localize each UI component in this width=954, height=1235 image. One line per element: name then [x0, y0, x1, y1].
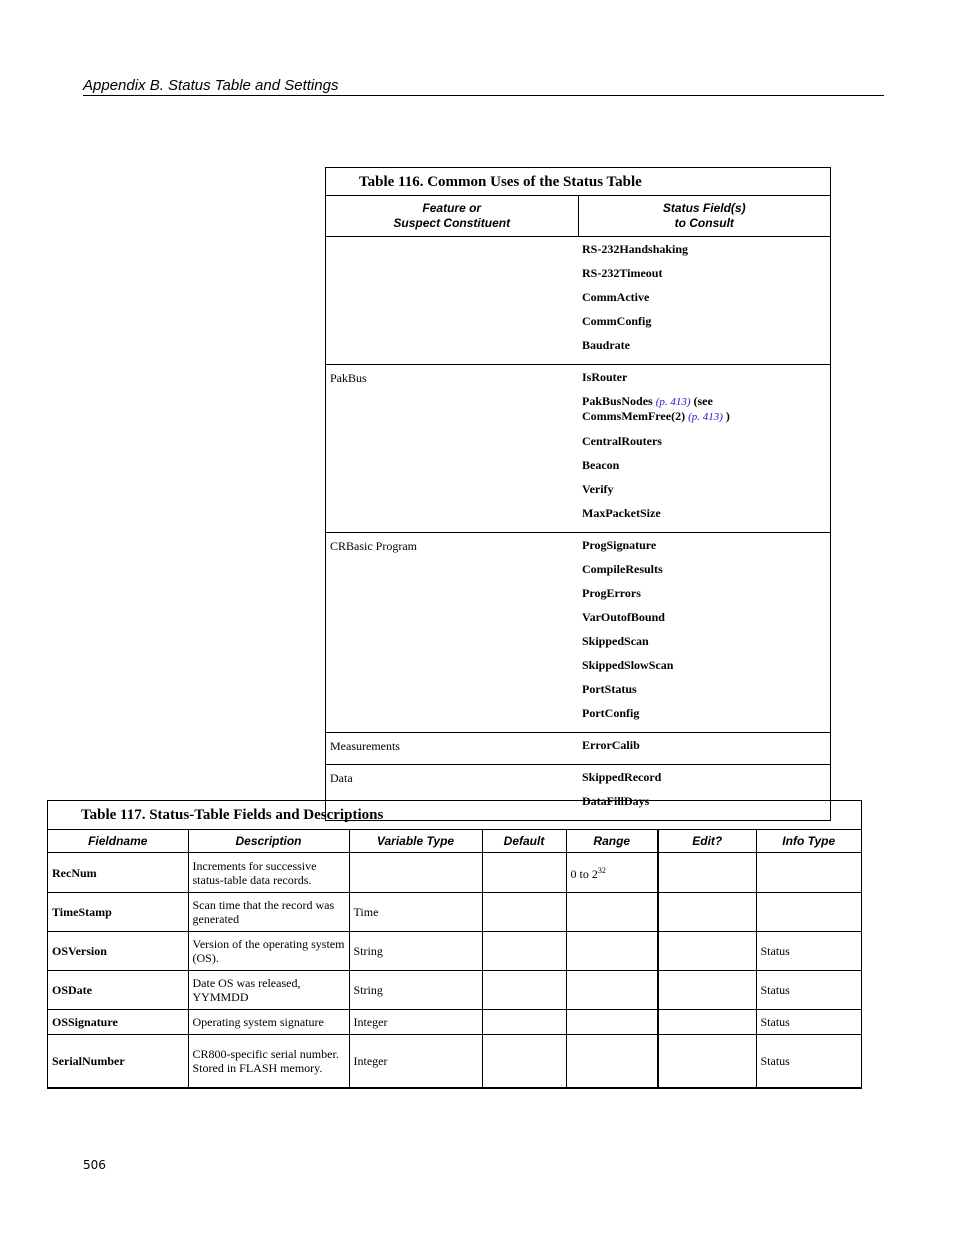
status-fields-cell [577, 533, 830, 732]
range-cell [566, 1035, 658, 1087]
table-row-group [326, 365, 830, 533]
status-fields-cell [577, 365, 830, 532]
column-header-status-fields [579, 196, 831, 236]
default-cell [482, 1010, 566, 1035]
status-field: DataFillDays [582, 794, 650, 808]
column-header: Range [566, 830, 658, 853]
column-header: Default [482, 830, 566, 853]
header-line: Suspect Constituent [393, 216, 511, 230]
column-header: Info Type [756, 830, 861, 853]
description-cell: Scan time that the record was generated [188, 893, 349, 932]
column-header: Variable Type [349, 830, 482, 853]
fieldname-cell: OSSignature [48, 1010, 188, 1035]
variable-type-cell [349, 853, 482, 893]
status-field: RS-232Handshaking [582, 242, 689, 256]
status-field: ProgErrors [582, 586, 641, 600]
edit-cell [658, 971, 756, 1010]
status-field: SkippedScan [582, 634, 649, 648]
edit-cell [658, 1035, 756, 1087]
fieldname-cell: TimeStamp [48, 893, 188, 932]
feature-cell: Measurements [330, 739, 400, 753]
fieldname-cell: OSDate [48, 971, 188, 1010]
default-cell [482, 893, 566, 932]
status-field: CentralRouters [582, 434, 662, 448]
table-116 [325, 167, 831, 821]
page-number: 506 [83, 1158, 106, 1172]
default-cell [482, 932, 566, 971]
table-row-group [326, 237, 830, 365]
feature-cell: CRBasic Program [330, 539, 417, 553]
table-row [48, 932, 861, 971]
table-row-group [326, 533, 830, 733]
table-row [48, 893, 861, 932]
status-field: Beacon [582, 458, 620, 472]
fieldname-cell: OSVersion [48, 932, 188, 971]
page-reference-link[interactable]: (p. 413) [655, 396, 691, 408]
column-header: Edit? [658, 830, 756, 853]
status-fields-cell [577, 237, 830, 364]
range-cell [566, 971, 658, 1010]
feature-cell [326, 237, 577, 364]
range-cell [566, 893, 658, 932]
status-field: IsRouter [582, 370, 628, 384]
status-field: CommConfig [582, 314, 652, 328]
description-cell: CR800-specific serial number. Stored in FLASH memory. [188, 1035, 349, 1087]
status-field: ProgSignature [582, 538, 657, 552]
fieldname-cell: SerialNumber [48, 1035, 188, 1087]
fieldname-cell: RecNum [48, 853, 188, 893]
variable-type-cell: Time [349, 893, 482, 932]
field-name: CommsMemFree(2) [582, 409, 686, 423]
info-type-cell: Status [756, 1035, 861, 1087]
status-field: RS-232Timeout [582, 266, 663, 280]
edit-cell [658, 853, 756, 893]
status-field: VarOutofBound [582, 610, 665, 624]
status-field: MaxPacketSize [582, 506, 661, 520]
table-117 [47, 800, 862, 1089]
range-cell [566, 853, 658, 893]
edit-cell [658, 932, 756, 971]
table-row [48, 853, 861, 893]
range-exponent: 32 [597, 866, 606, 875]
table-row [48, 1035, 861, 1087]
range-cell [566, 932, 658, 971]
column-header: Description [188, 830, 349, 853]
status-field-pakbusnodes [582, 392, 830, 432]
variable-type-cell: Integer [349, 1010, 482, 1035]
column-header: Fieldname [48, 830, 188, 853]
header-line: Feature or [422, 201, 482, 215]
close-paren: ) [722, 409, 730, 423]
status-field: Verify [582, 482, 614, 496]
column-header-feature [326, 196, 579, 236]
default-cell [482, 971, 566, 1010]
table-caption: Table 117. Status-Table Fields and Descriptions [48, 801, 861, 830]
status-fields-cell [577, 733, 830, 764]
table-header-row [326, 196, 830, 237]
status-field: Baudrate [582, 338, 630, 352]
status-fields-table [48, 830, 861, 1087]
description-cell: Increments for successive status-table data records. [188, 853, 349, 893]
description-cell: Date OS was released, YYMMDD [188, 971, 349, 1010]
status-field: SkippedRecord [582, 770, 662, 784]
status-field: CommActive [582, 290, 650, 304]
table-row-group [326, 733, 830, 765]
default-cell [482, 1035, 566, 1087]
info-type-cell: Status [756, 932, 861, 971]
field-name: PakBusNodes [582, 394, 653, 408]
feature-cell: PakBus [330, 371, 367, 385]
status-field: CompileResults [582, 562, 663, 576]
edit-cell [658, 893, 756, 932]
status-field: ErrorCalib [582, 738, 640, 752]
table-row [48, 971, 861, 1010]
range-text: 0 to 2 [570, 867, 598, 881]
see-text: (see [690, 394, 713, 408]
header-line: to Consult [674, 216, 734, 230]
status-field: SkippedSlowScan [582, 658, 674, 672]
status-field: PortStatus [582, 682, 637, 696]
status-field: PortConfig [582, 706, 640, 720]
description-cell: Version of the operating system (OS). [188, 932, 349, 971]
variable-type-cell: String [349, 932, 482, 971]
edit-cell [658, 1010, 756, 1035]
variable-type-cell: Integer [349, 1035, 482, 1087]
header-line: Status Field(s) [662, 201, 746, 215]
default-cell [482, 853, 566, 893]
page-reference-link[interactable]: (p. 413) [688, 411, 723, 423]
running-header: Appendix B. Status Table and Settings [83, 77, 884, 96]
variable-type-cell: String [349, 971, 482, 1010]
info-type-cell: Status [756, 1010, 861, 1035]
table-caption: Table 116. Common Uses of the Status Table [326, 168, 830, 196]
info-type-cell: Status [756, 971, 861, 1010]
info-type-cell [756, 853, 861, 893]
feature-cell: Data [330, 771, 353, 785]
description-cell: Operating system signature [188, 1010, 349, 1035]
table-row [48, 1010, 861, 1035]
table-header-row [48, 830, 861, 853]
range-cell [566, 1010, 658, 1035]
info-type-cell [756, 893, 861, 932]
